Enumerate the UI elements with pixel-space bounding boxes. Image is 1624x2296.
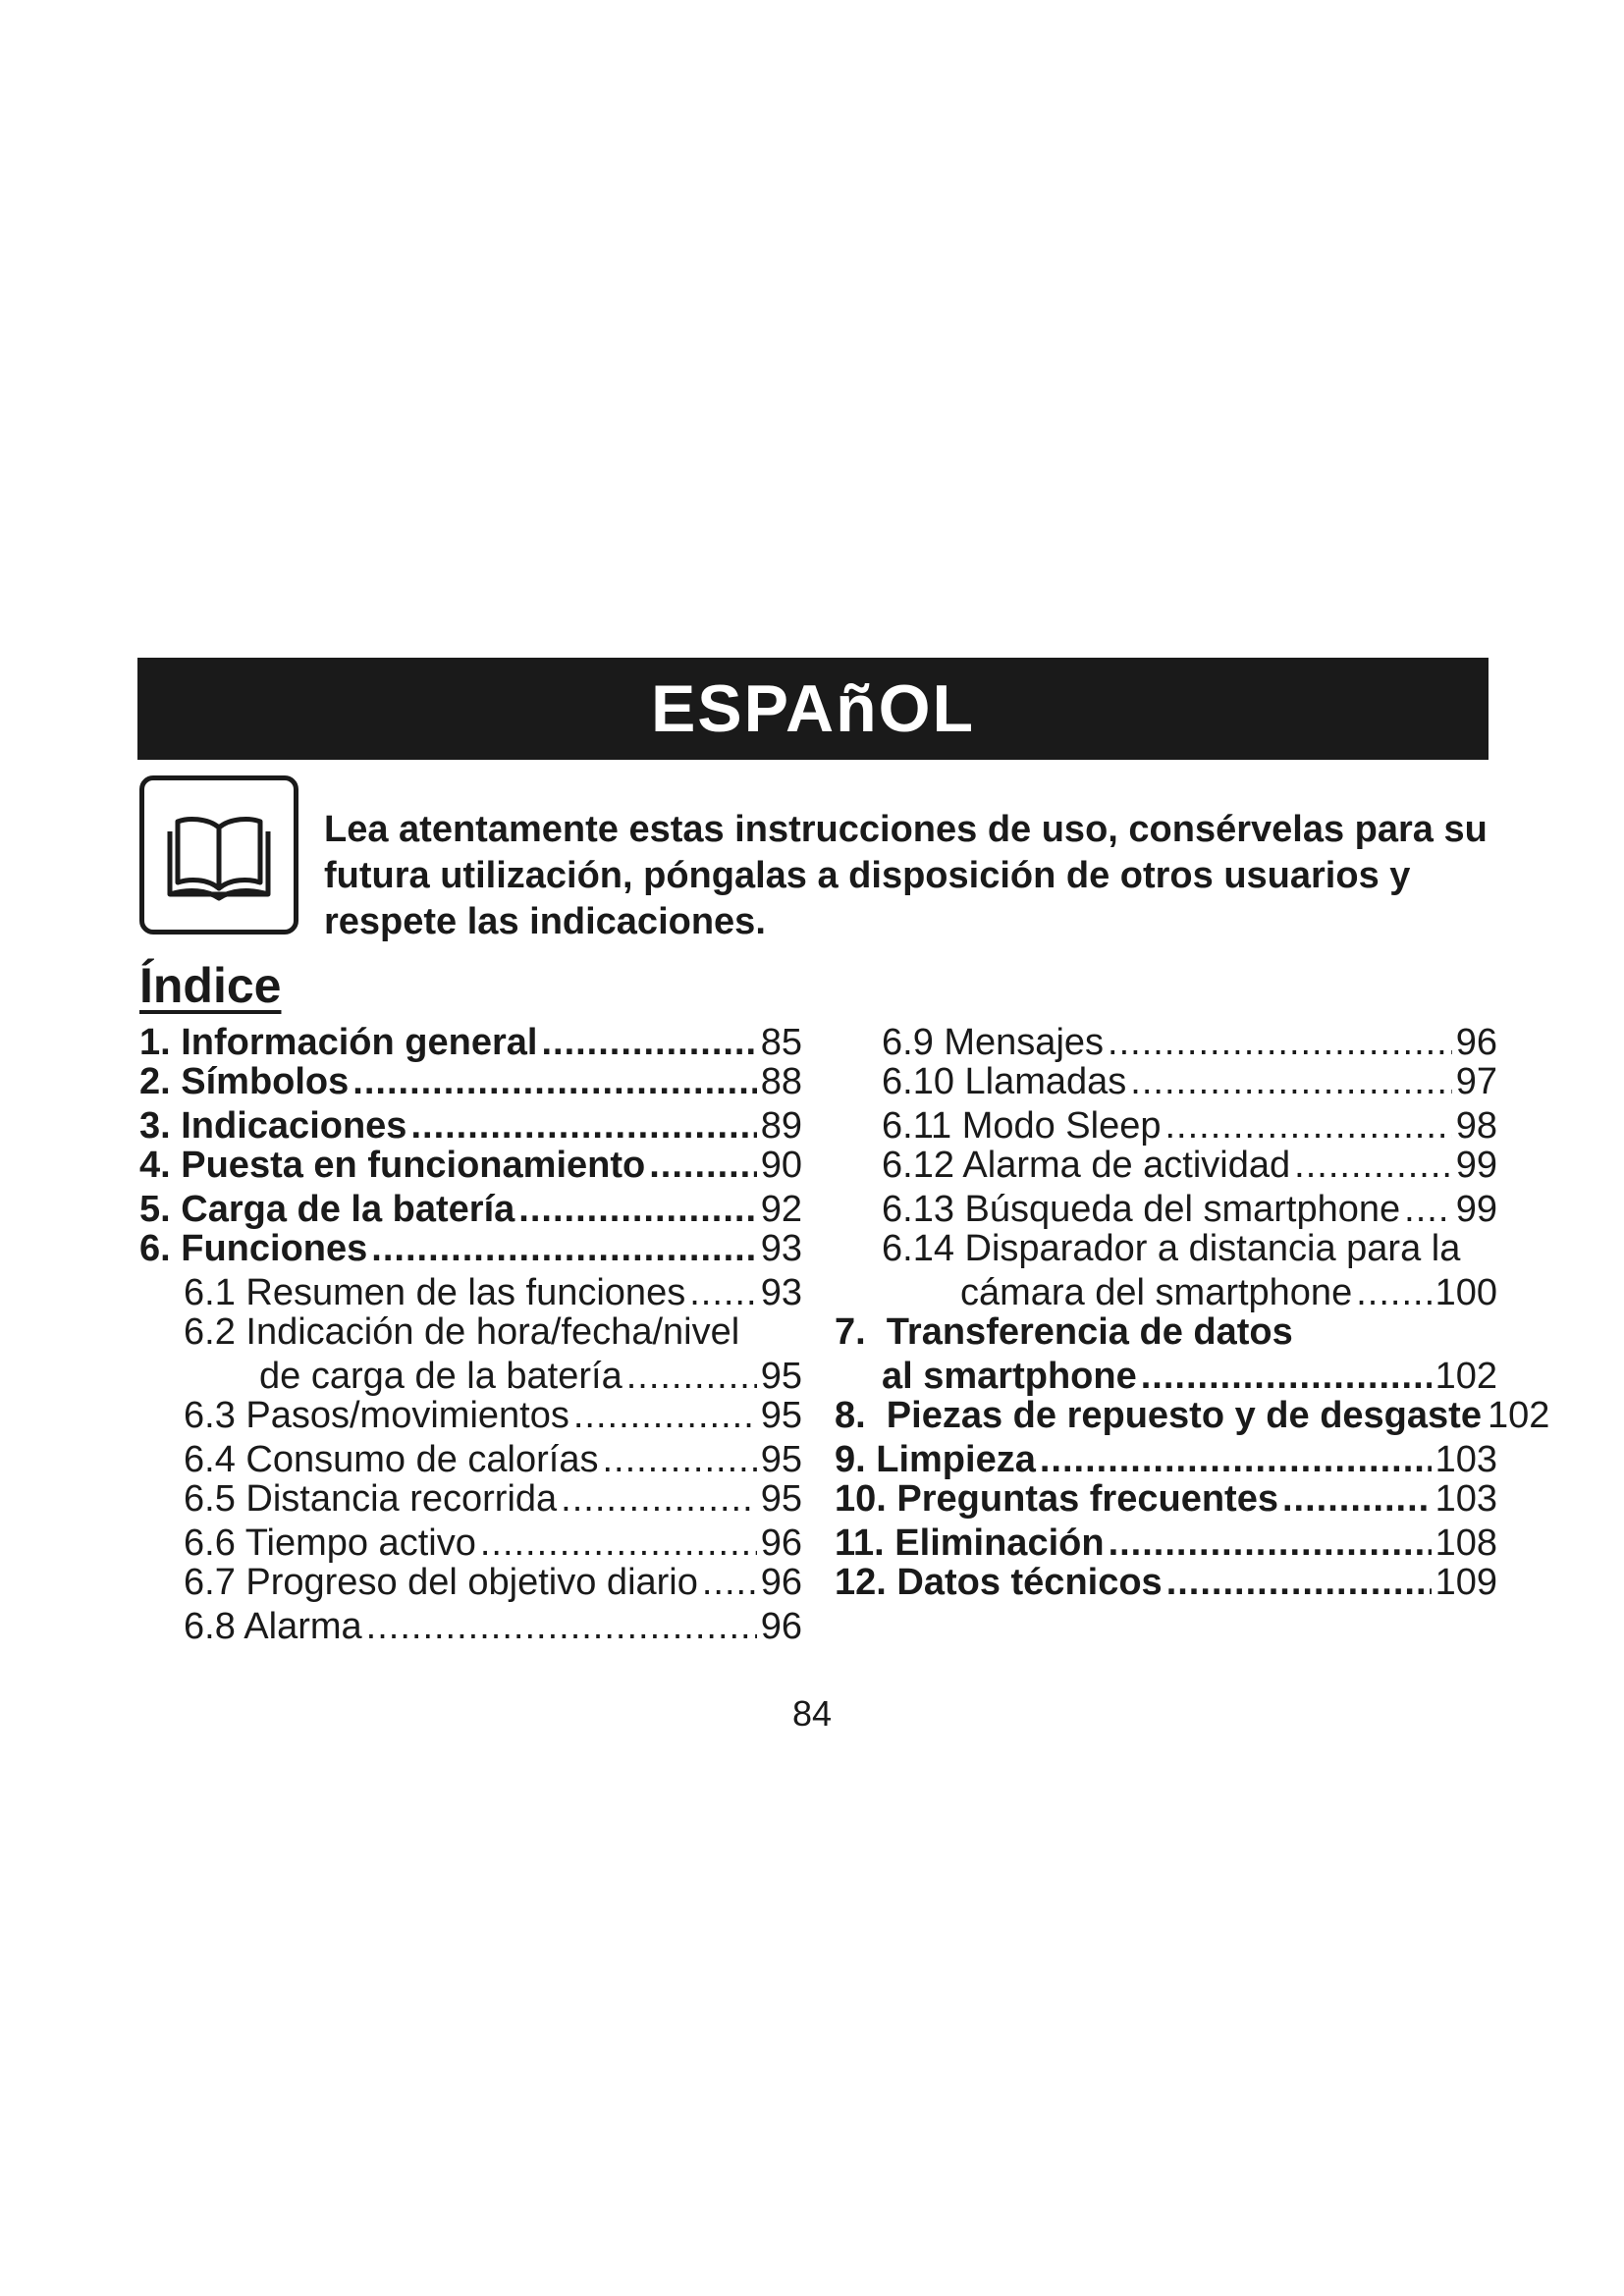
toc-entry[interactable] (139, 1561, 802, 1603)
toc-page: 100 (1435, 1272, 1497, 1313)
toc-leader-dots (1165, 1107, 1452, 1147)
toc-label: 6.2 Indicación de hora/fecha/nivel (184, 1310, 740, 1353)
toc-leader-dots (649, 1147, 757, 1186)
toc-leader-dots (1040, 1441, 1432, 1480)
toc-label: 6.12 Alarma de actividad (882, 1144, 1291, 1186)
toc-entry[interactable] (835, 1561, 1497, 1603)
toc-entry[interactable] (835, 1060, 1497, 1102)
toc-label: 6.5 Distancia recorrida (184, 1477, 558, 1520)
toc-entry[interactable] (139, 1477, 802, 1520)
toc-page: 99 (1455, 1144, 1497, 1186)
toc-leader-dots (518, 1191, 756, 1230)
language-banner (137, 658, 1489, 760)
toc-label: 6.4 Consumo de calorías (184, 1439, 599, 1480)
toc-entry[interactable] (139, 1394, 802, 1436)
toc-label: 10. Preguntas frecuentes (835, 1477, 1278, 1520)
toc-leader-dots (480, 1524, 757, 1564)
toc-leader-dots (1404, 1191, 1452, 1230)
page-number: 84 (791, 1693, 833, 1734)
open-book-icon-graphic (164, 806, 274, 904)
toc-page: 98 (1455, 1105, 1497, 1147)
toc-entry[interactable] (835, 1191, 1497, 1230)
toc-entry[interactable] (835, 1394, 1550, 1436)
toc-page: 102 (1487, 1394, 1550, 1436)
toc-label: 6.13 Búsqueda del smartphone (882, 1189, 1401, 1230)
toc-entry[interactable] (139, 1274, 802, 1313)
toc-leader-dots (561, 1480, 757, 1520)
toc-leader-dots (702, 1564, 757, 1603)
toc-leader-dots (626, 1358, 757, 1397)
toc-entry[interactable] (139, 1060, 802, 1102)
toc-entry[interactable] (835, 1524, 1497, 1564)
toc-page: 95 (760, 1477, 802, 1520)
toc-label: cámara del smartphone (960, 1272, 1353, 1313)
toc-entry[interactable] (139, 1358, 802, 1397)
toc-label: 6.3 Pasos/movimientos (184, 1394, 569, 1436)
toc-label: 8. Piezas de repuesto y de desgaste (835, 1394, 1482, 1436)
toc-page: 99 (1455, 1189, 1497, 1230)
toc-page: 108 (1435, 1522, 1497, 1564)
toc-leader-dots (1282, 1480, 1432, 1520)
toc-leader-dots (573, 1397, 757, 1436)
toc-entry[interactable] (835, 1358, 1497, 1397)
toc-page: 88 (760, 1060, 802, 1102)
toc-entry[interactable] (139, 1441, 802, 1480)
index-title: Índice (139, 958, 282, 1013)
toc-label: al smartphone (882, 1356, 1137, 1397)
toc-leader-dots (689, 1274, 757, 1313)
toc-leader-dots (1108, 1024, 1452, 1063)
usage-notice: Lea atentamente estas instrucciones de uso, consérvelas para su futura utilización, póngalas a disposición de otros usuarios y respete las indicaciones. (324, 809, 1488, 942)
toc-page: 90 (760, 1144, 802, 1186)
toc-label: 7. Transferencia de datos (835, 1310, 1293, 1353)
toc-label: de carga de la batería (259, 1356, 623, 1397)
toc-entry[interactable] (139, 1191, 802, 1230)
toc-label: 5. Carga de la batería (139, 1189, 515, 1230)
toc-page: 96 (760, 1522, 802, 1564)
toc-leader-dots (1141, 1358, 1432, 1397)
toc-label: 6.6 Tiempo activo (184, 1522, 476, 1564)
toc-leader-dots (1130, 1063, 1451, 1102)
toc-label: 6.7 Progreso del objetivo diario (184, 1561, 698, 1603)
toc-entry[interactable] (139, 1024, 802, 1063)
toc-entry[interactable] (139, 1107, 802, 1147)
toc-entry[interactable] (139, 1227, 802, 1269)
toc-entry[interactable] (835, 1227, 1497, 1269)
toc-label: 3. Indicaciones (139, 1105, 407, 1147)
toc-label: 11. Eliminación (835, 1522, 1105, 1564)
toc-leader-dots (366, 1608, 757, 1647)
toc-label: 6. Funciones (139, 1227, 368, 1269)
toc-page: 96 (760, 1561, 802, 1603)
toc-page: 103 (1435, 1439, 1497, 1480)
toc-entry[interactable] (835, 1274, 1497, 1313)
toc-label: 2. Símbolos (139, 1060, 350, 1102)
toc-leader-dots (1166, 1564, 1432, 1603)
toc-leader-dots (541, 1024, 756, 1063)
toc-page: 96 (760, 1606, 802, 1647)
toc-page: 97 (1455, 1060, 1497, 1102)
toc-label: 4. Puesta en funcionamiento (139, 1144, 646, 1186)
toc-label: 6.10 Llamadas (882, 1060, 1127, 1102)
toc-page: 102 (1435, 1356, 1497, 1397)
toc-label: 12. Datos técnicos (835, 1561, 1163, 1603)
toc-entry[interactable] (835, 1310, 1497, 1353)
toc-page: 95 (760, 1356, 802, 1397)
toc-page: 92 (760, 1189, 802, 1230)
toc-page: 109 (1435, 1561, 1497, 1603)
toc-label: 6.14 Disparador a distancia para la (882, 1227, 1461, 1269)
toc-label: 6.1 Resumen de las funciones (184, 1272, 686, 1313)
toc-label: 6.8 Alarma (184, 1606, 362, 1647)
toc-label: 6.9 Mensajes (882, 1022, 1105, 1063)
toc-page: 95 (760, 1439, 802, 1480)
language-title: ESPAñOL (650, 671, 976, 746)
toc-entry[interactable] (835, 1477, 1497, 1520)
toc-entry[interactable] (835, 1441, 1497, 1480)
index-right-column (835, 1022, 1550, 1603)
toc-page: 85 (760, 1022, 802, 1063)
toc-leader-dots (371, 1230, 756, 1269)
toc-entry[interactable] (139, 1310, 802, 1353)
toc-page: 96 (1455, 1022, 1497, 1063)
toc-entry[interactable] (835, 1144, 1497, 1186)
toc-page: 95 (760, 1394, 802, 1436)
toc-entry[interactable] (835, 1024, 1497, 1063)
toc-leader-dots (1294, 1147, 1452, 1186)
toc-page: 89 (760, 1105, 802, 1147)
toc-leader-dots (1109, 1524, 1432, 1564)
toc-leader-dots (602, 1441, 756, 1480)
toc-entry[interactable] (835, 1107, 1497, 1147)
toc-leader-dots (352, 1063, 756, 1102)
toc-label: 6.11 Modo Sleep (882, 1105, 1162, 1147)
toc-label: 9. Limpieza (835, 1439, 1036, 1480)
toc-entry[interactable] (139, 1608, 802, 1647)
open-book-icon (139, 775, 298, 934)
toc-entry[interactable] (139, 1144, 802, 1186)
toc-leader-dots (1356, 1274, 1431, 1313)
toc-page: 93 (760, 1272, 802, 1313)
toc-entry[interactable] (139, 1524, 802, 1564)
toc-leader-dots (410, 1107, 756, 1147)
toc-label: 1. Información general (139, 1022, 538, 1063)
toc-page: 93 (760, 1227, 802, 1269)
index-left-column (139, 1024, 802, 1647)
toc-page: 103 (1435, 1477, 1497, 1520)
